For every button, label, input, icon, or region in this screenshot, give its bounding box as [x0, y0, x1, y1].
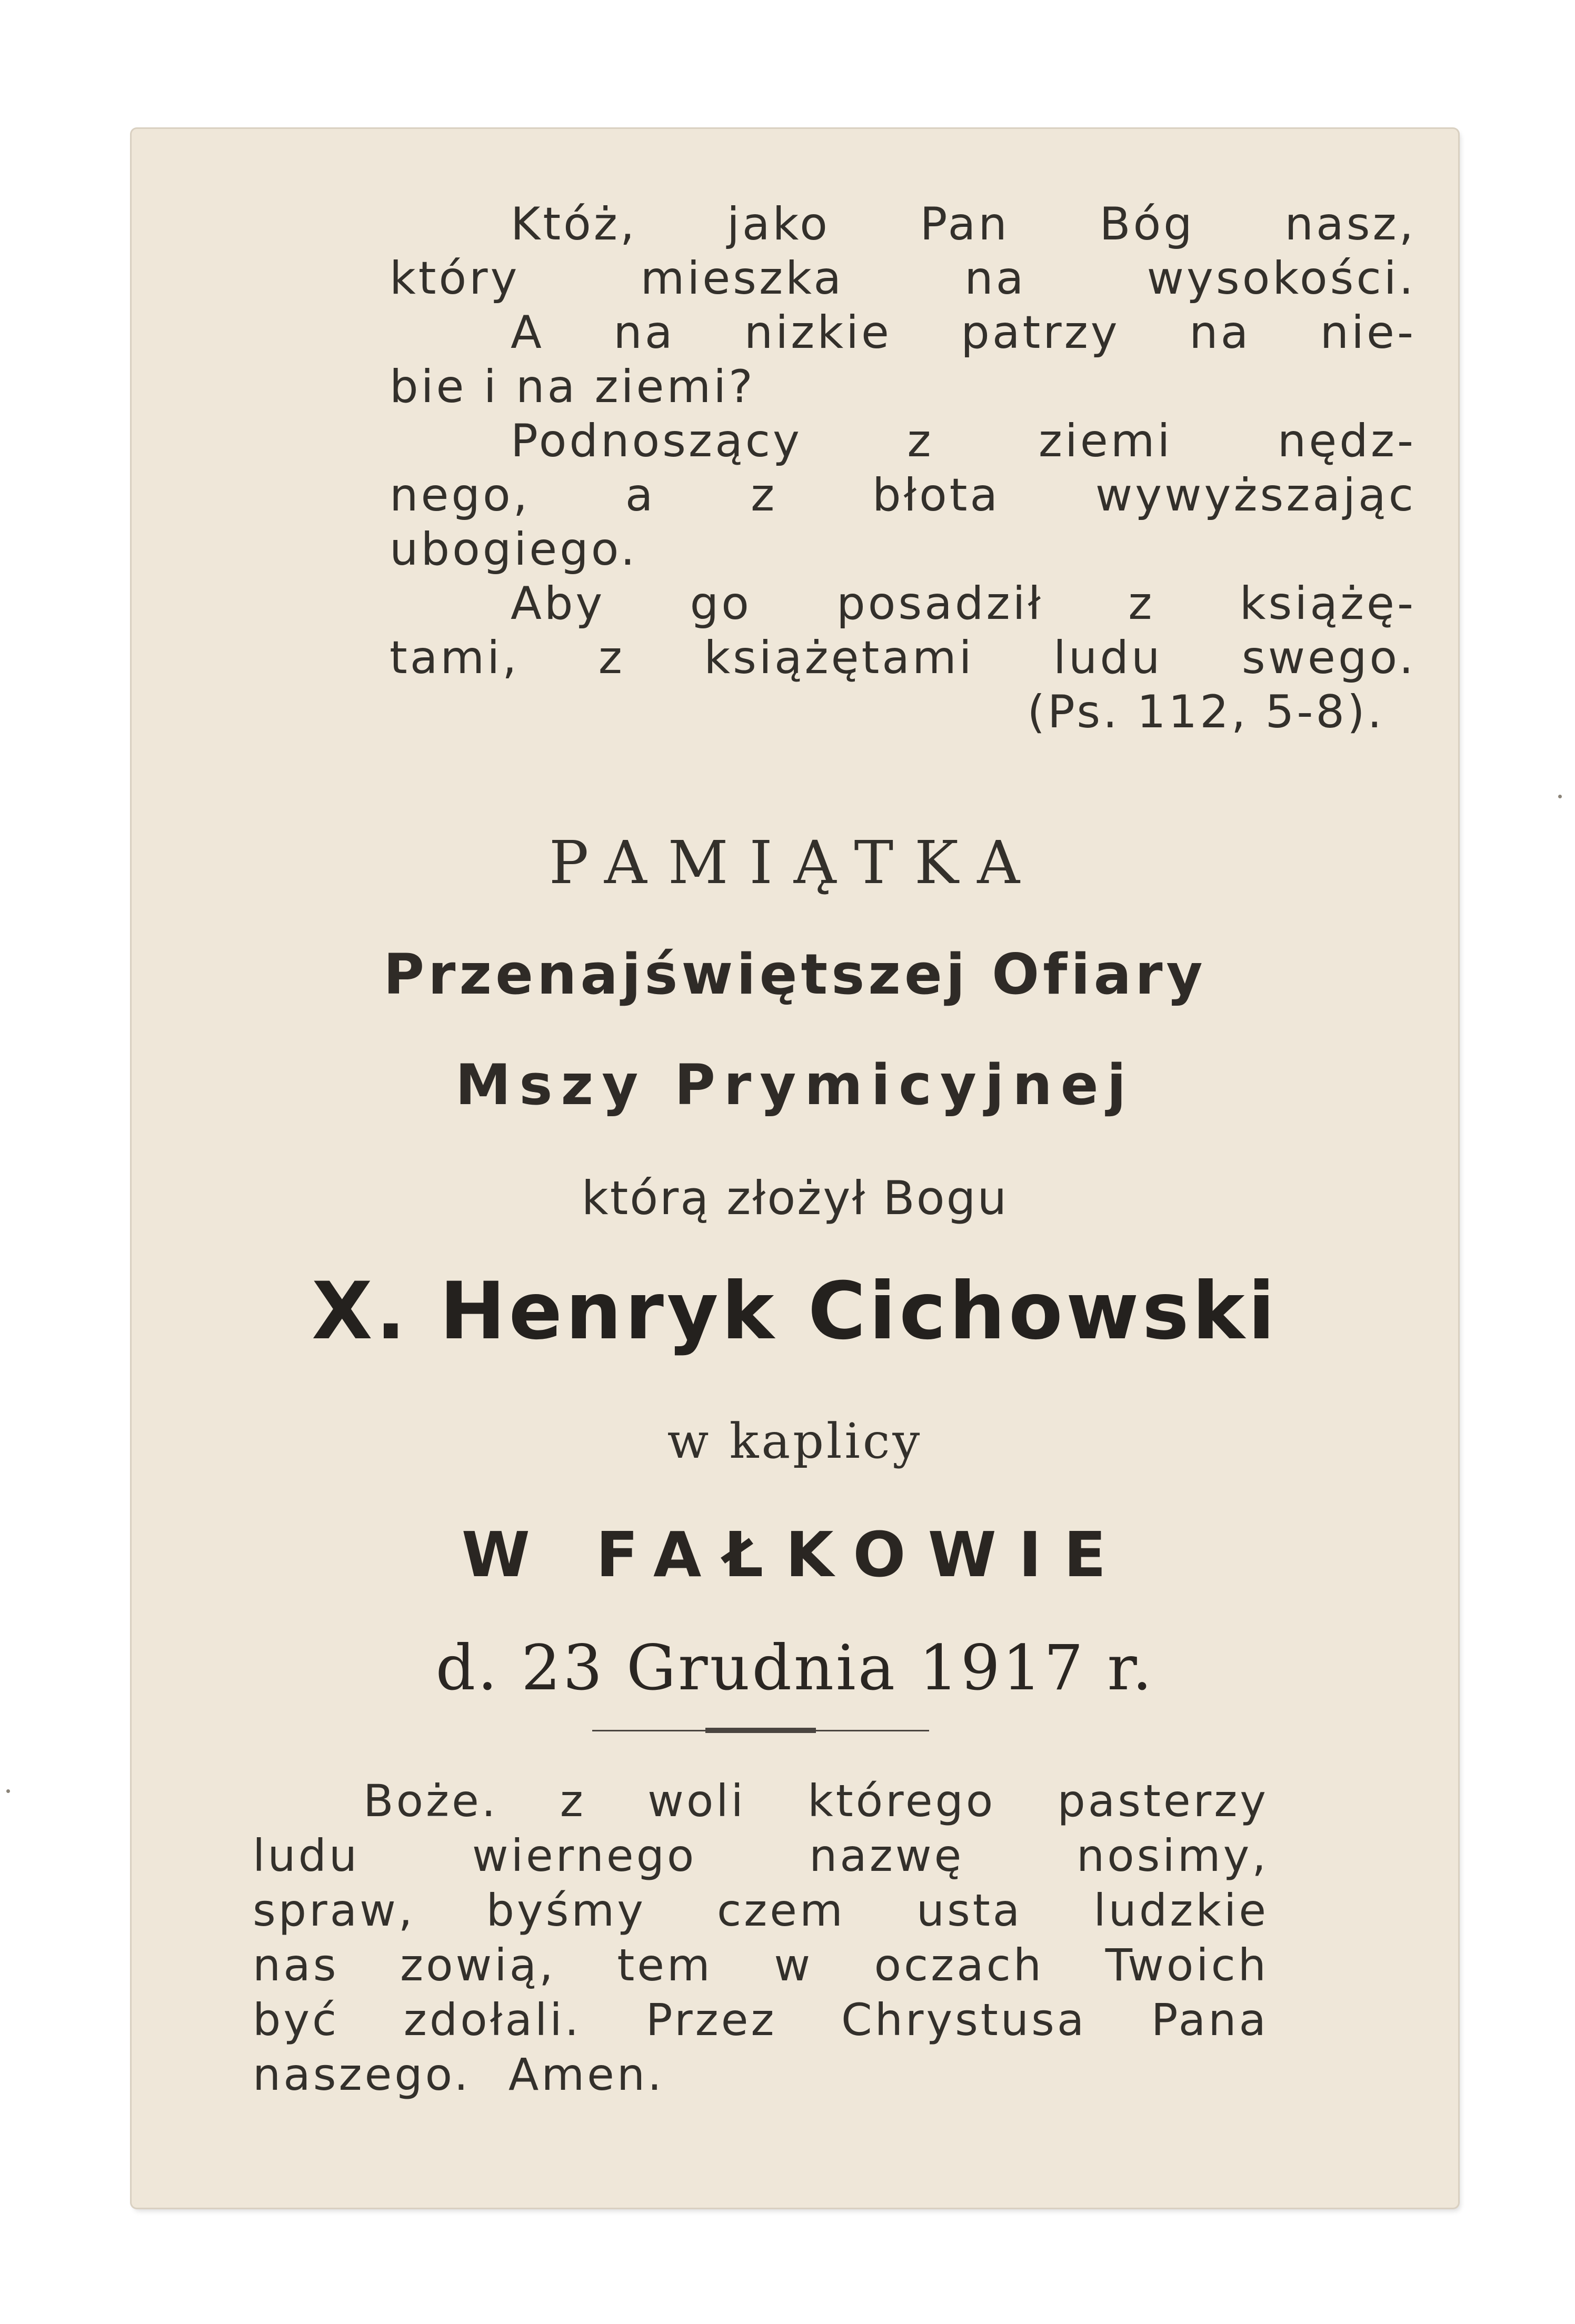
psalm-line: Aby go posadził z książę-	[511, 577, 1416, 630]
place-name: W FAŁKOWIE	[461, 1518, 1129, 1591]
psalm-verse	[390, 197, 1416, 739]
prayer-line: spraw, byśmy czem usta ludzkie	[253, 1885, 1269, 1936]
prayer-text	[253, 1774, 1269, 2102]
paper-speck	[6, 1789, 10, 1793]
paper-speck	[1558, 795, 1562, 798]
heading-offered-to-god: którą złożył Bogu	[581, 1171, 1009, 1225]
divider-thick-line	[705, 1728, 816, 1733]
psalm-line: bie i na ziemi?	[390, 360, 755, 413]
event-date: d. 23 Grudnia 1917 r.	[435, 1631, 1154, 1704]
memorial-card	[132, 129, 1458, 2208]
prayer-line: Boże. z woli którego pasterzy	[363, 1775, 1269, 1827]
psalm-line: Podnoszący z ziemi nędz-	[511, 415, 1416, 467]
psalm-line: A na nizkie patrzy na nie-	[511, 306, 1416, 359]
heading-offering: Przenajświętszej Ofiary	[383, 942, 1207, 1007]
psalm-line: ubogiego.	[390, 523, 638, 576]
card-title: PAMIĄTKA	[549, 829, 1041, 897]
psalm-line: Któż, jako Pan Bóg nasz,	[511, 198, 1416, 251]
heading-chapel: w kaplicy	[667, 1413, 923, 1469]
prayer-line: ludu wiernego nazwę nosimy,	[253, 1830, 1269, 1881]
psalm-line: nego, a z błota wywyższając	[390, 469, 1416, 522]
divider-rule	[592, 1728, 929, 1733]
prayer-line: być zdołali. Przez Chrystusa Pana	[253, 1994, 1269, 2046]
heading-mass: Mszy Prymicyjnej	[455, 1053, 1135, 1117]
psalm-reference: (Ps. 112, 5-8).	[1027, 686, 1384, 738]
prayer-line: naszego. Amen.	[253, 2049, 664, 2100]
priest-name: X. Henryk Cichowski	[312, 1266, 1278, 1357]
psalm-line: który mieszka na wysokości.	[390, 252, 1416, 305]
prayer-line: nas zowią, tem w oczach Twoich	[253, 1939, 1269, 1991]
psalm-line: tami, z książętami ludu swego.	[390, 632, 1416, 684]
